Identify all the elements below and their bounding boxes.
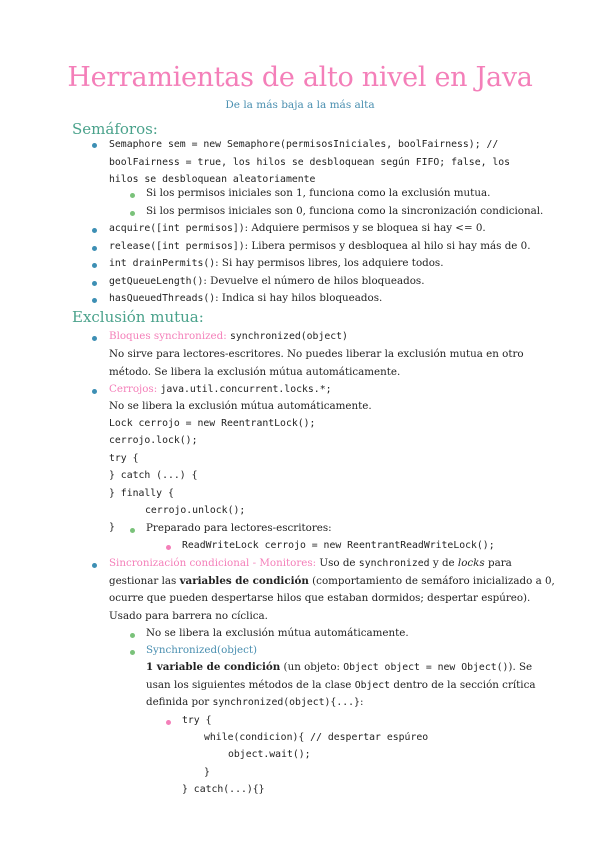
synchronized-object-subitem: Synchronized(object) (146, 644, 258, 656)
bullet-icon (92, 246, 97, 251)
page-subtitle: De la más baja a la más alta (225, 99, 375, 111)
bullet-icon (130, 193, 135, 198)
bullet-icon (130, 211, 135, 216)
sincronizacion-item: Sincronización condicional - Monitores: Uso de synchronized y de locks para gestionar las variables de condición (comportamiento de semáforo inicializado a 0, ocurre que pueden despertarse hilos que estaban dormidos; despertar espúreo). Usado para barrera no cíclica. (109, 557, 555, 622)
bullet-icon (92, 281, 97, 286)
wait-code-block: try { while(condicion){ // despertar espúreo object.wait(); } } catch(...){} (182, 715, 429, 795)
synchronized-object-detail: 1 variable de condición (un objeto: Object object = new Object()). Se usan los siguientes métodos de la clase Object dentro de la sección crítica definida por synchronized(object){...}: (146, 661, 536, 709)
bullet-icon (92, 336, 97, 341)
semaphore-constructor: Semaphore sem = new Semaphore(permisosIniciales, boolFairness); // boolFairness = true, los hilos se desbloquean según FIFO; false, los hilos se desbloquean aleatoriamente (109, 139, 511, 186)
method-item: release([int permisos]): Libera permisos y desbloquea al hilo si hay más de 0. (109, 240, 531, 252)
cerrojos-item: Cerrojos: java.util.concurrent.locks.*; (109, 383, 332, 395)
cerrojos-code-block: Lock cerrojo = new ReentrantLock(); cerrojo.lock(); try { } catch (...) { } finally { cerrojo.unlock(); } (109, 418, 316, 534)
bloques-synchronized-item: Bloques synchronized: synchronized(object) (109, 330, 348, 342)
bullet-icon (92, 563, 97, 568)
method-item: acquire([int permisos]): Adquiere permisos y se bloquea si hay <= 0. (109, 222, 486, 234)
bullet-icon (92, 228, 97, 233)
bullet-icon (166, 720, 171, 725)
semaphore-subitem: Si los permisos iniciales son 0, funciona como la sincronización condicional. (146, 205, 544, 217)
bullet-icon (92, 143, 97, 148)
bullet-icon (92, 263, 97, 268)
bullet-icon (166, 545, 171, 550)
bullet-icon (92, 298, 97, 303)
bullet-icon (130, 528, 135, 533)
page-title: Herramientas de alto nivel en Java (67, 62, 533, 93)
sincronizacion-subitem: No se libera la exclusión mútua automáticamente. (146, 627, 409, 639)
bullet-icon (92, 389, 97, 394)
cerrojos-note: No se libera la exclusión mútua automáticamente. (109, 400, 372, 412)
method-item: getQueueLength(): Devuelve el número de hilos bloqueados. (109, 275, 425, 287)
cerrojos-subitem: Preparado para lectores-escritores: (146, 522, 332, 534)
readwritelock-code: ReadWriteLock cerrojo = new ReentrantReadWriteLock(); (182, 540, 495, 551)
bullet-icon (130, 633, 135, 638)
section-heading-exclusion: Exclusión mutua: (72, 308, 204, 326)
semaphore-subitem: Si los permisos iniciales son 1, funciona como la exclusión mutua. (146, 187, 491, 199)
bloques-description: No sirve para lectores-escritores. No puedes liberar la exclusión mutua en otro método. Se libera la exclusión mútua automáticamente. (109, 348, 524, 378)
section-heading-semaforos: Semáforos: (72, 120, 158, 138)
method-item: hasQueuedThreads(): Indica si hay hilos bloqueados. (109, 292, 383, 304)
method-item: int drainPermits(): Si hay permisos libres, los adquiere todos. (109, 257, 444, 269)
bullet-icon (130, 650, 135, 655)
